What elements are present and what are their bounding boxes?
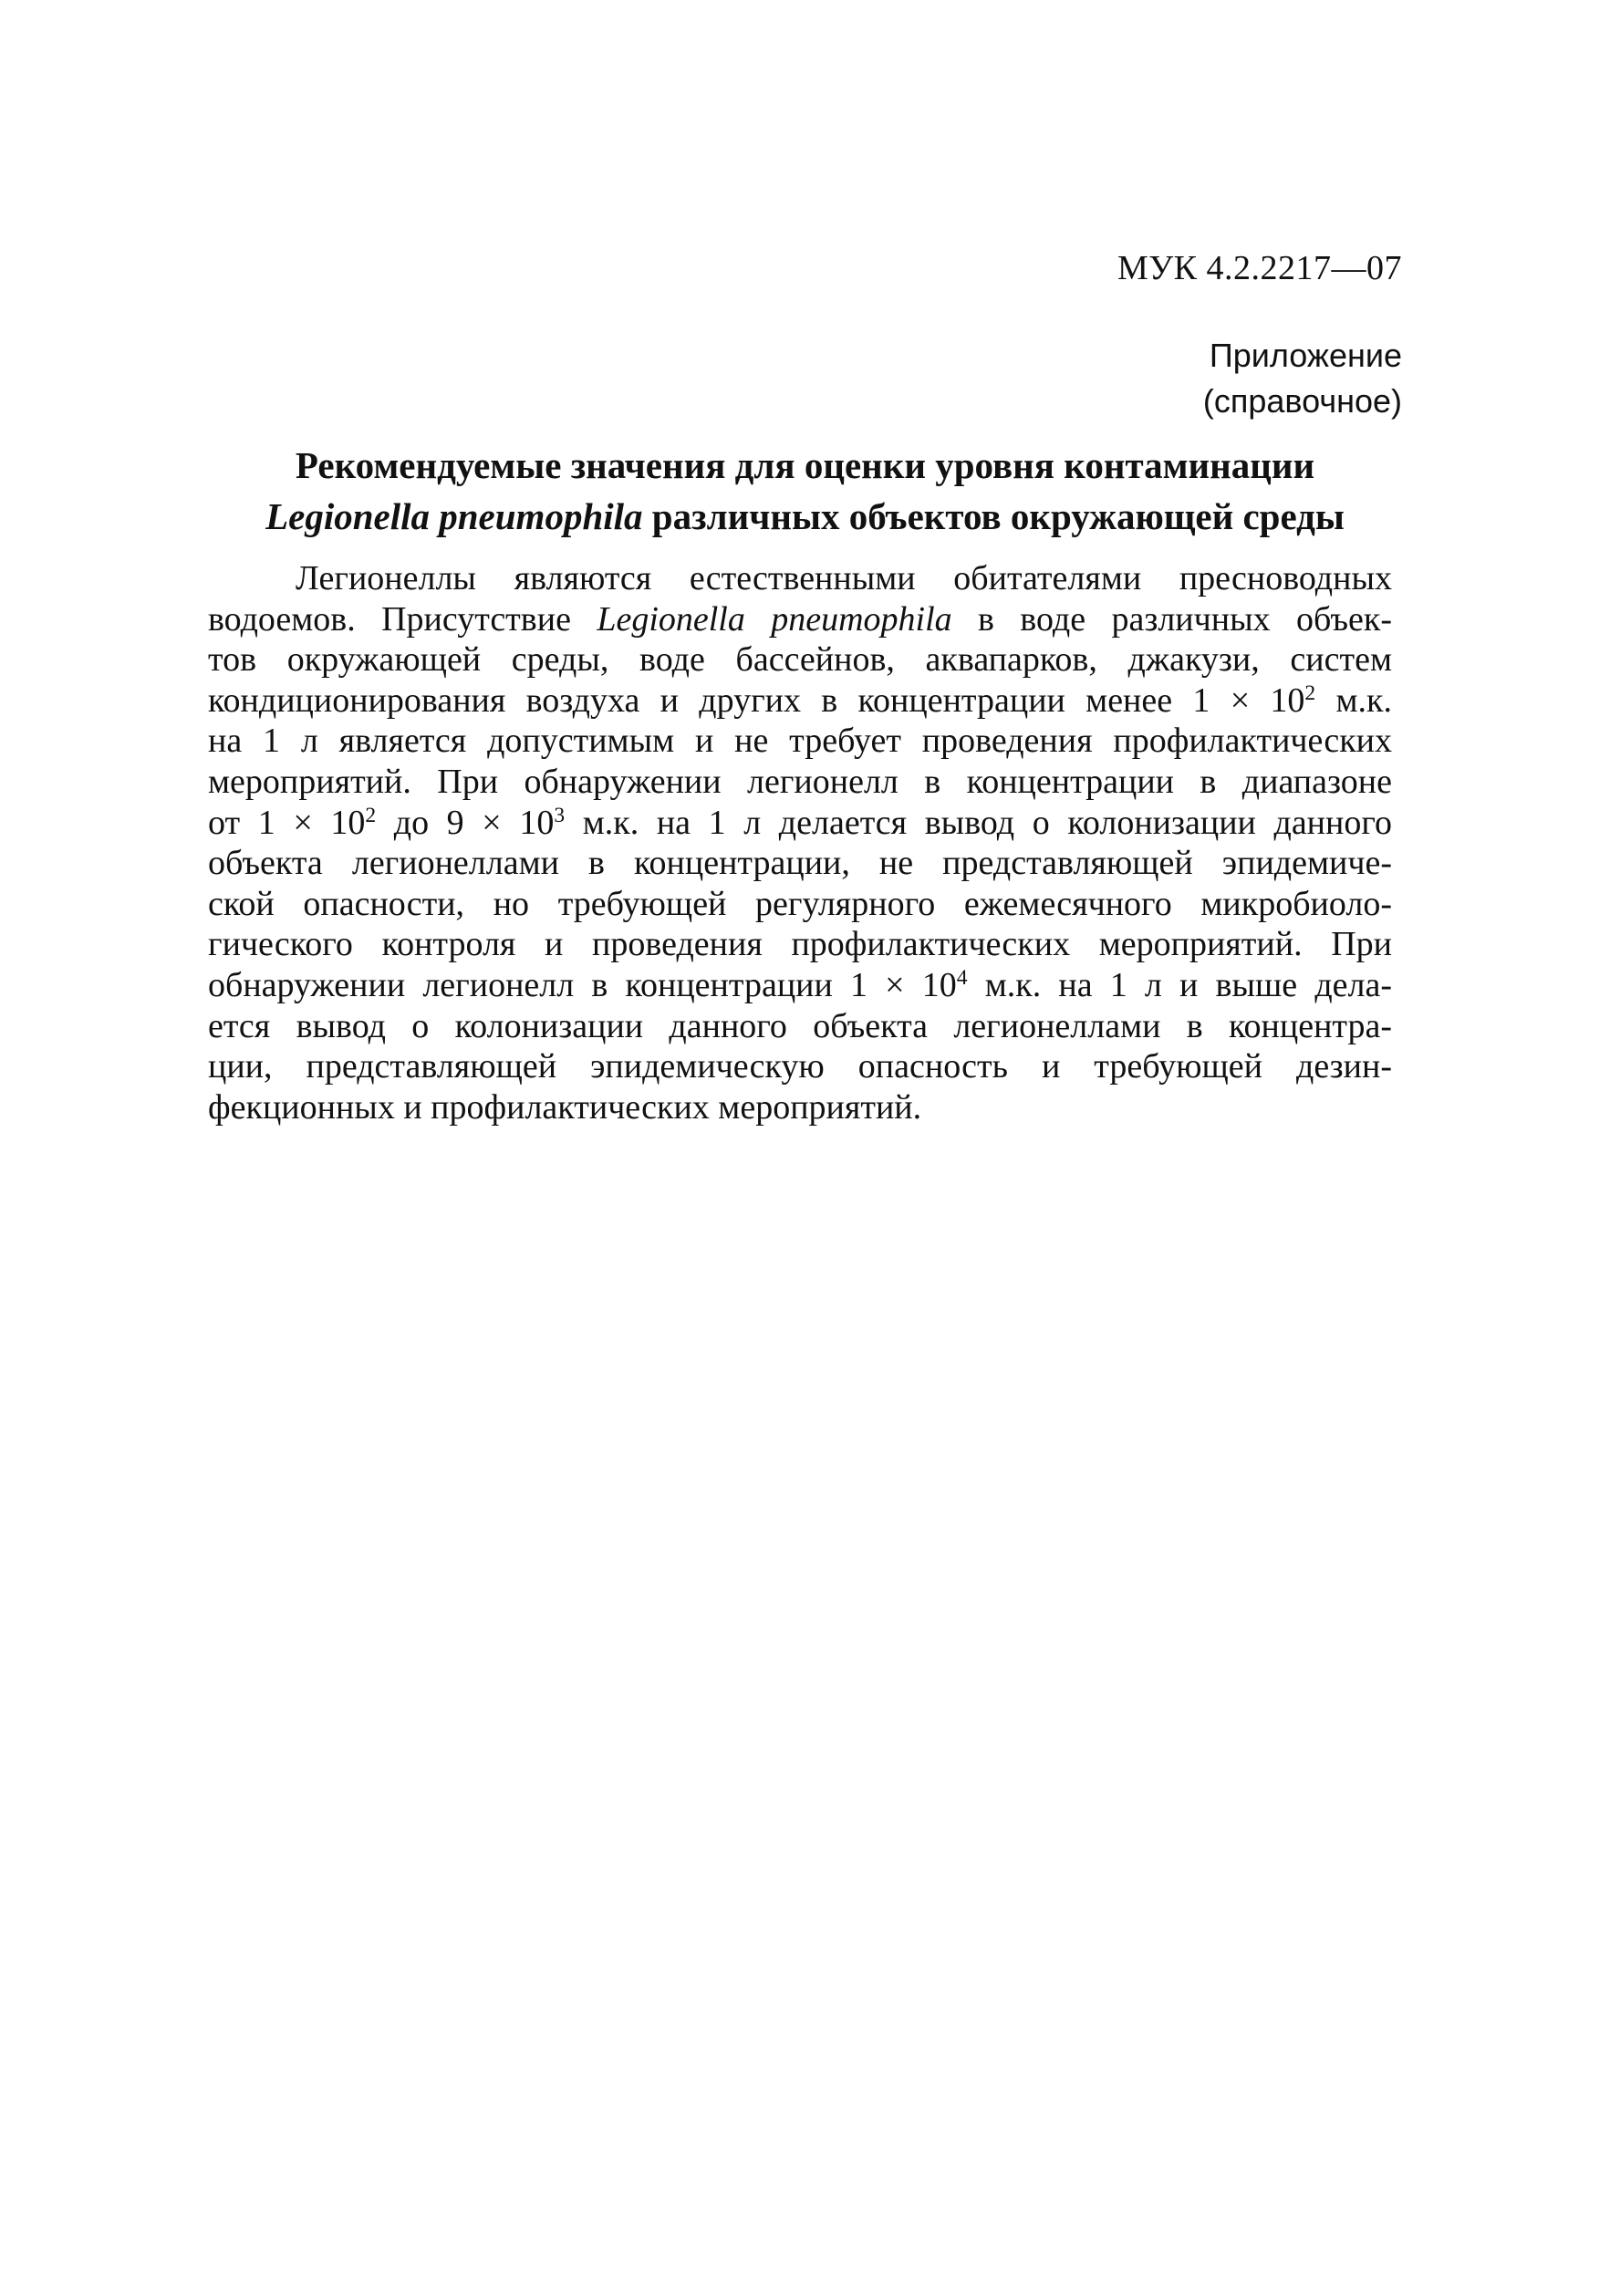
title-species-name: Legionella pneumophila bbox=[265, 495, 643, 537]
paragraph-line: гического контроля и проведения профилактических мероприятий. При bbox=[208, 925, 1392, 964]
exponent: 2 bbox=[365, 803, 377, 827]
text-segment: м.к. bbox=[1315, 680, 1392, 720]
exponent: 4 bbox=[956, 965, 968, 990]
paragraph-line: ции, представляющей эпидемическую опасность и требующей дезин- bbox=[208, 1047, 1392, 1086]
paragraph-line bbox=[208, 680, 1392, 722]
text-segment: до 9 × 10 bbox=[376, 803, 555, 842]
title-line-1: Рекомендуемые значения для оценки уровня контаминации bbox=[295, 444, 1315, 486]
text-segment: в воде различных объек- bbox=[951, 599, 1393, 639]
text-segment: кондиционирования воздуха и других в концентрации менее 1 × 10 bbox=[208, 680, 1305, 720]
paragraph-line: объекта легионеллами в концентрации, не представляющей эпидемиче- bbox=[208, 844, 1392, 883]
paragraph-line: Легионеллы являются естественными обитателями пресноводных bbox=[296, 559, 1392, 597]
exponent: 2 bbox=[1304, 680, 1316, 705]
appendix-label bbox=[1203, 333, 1402, 424]
text-segment: водоемов. Присутствие bbox=[208, 599, 597, 639]
paragraph-line: мероприятий. При обнаружении легионелл в концентрации в диапазоне bbox=[208, 762, 1392, 801]
text-segment: от 1 × 10 bbox=[208, 803, 366, 842]
exponent: 3 bbox=[554, 803, 566, 827]
title-line-2-rest: различных объектов окружающей среды bbox=[642, 495, 1345, 537]
species-name: Legionella pneumophila bbox=[597, 599, 952, 639]
paragraph-line: тов окружающей среды, воде бассейнов, аквапарков, джакузи, систем bbox=[208, 640, 1392, 680]
paragraph-line: ется вывод о колонизации данного объекта легионеллами в концентра- bbox=[208, 1006, 1392, 1045]
paragraph-line: фекционных и профилактических мероприятий. bbox=[208, 1087, 922, 1127]
body-paragraph bbox=[208, 558, 1392, 1127]
appendix-subtitle: (справочное) bbox=[1202, 382, 1402, 420]
title-line-2 bbox=[201, 491, 1409, 542]
text-segment: м.к. на 1 л делается вывод о колонизации данного bbox=[565, 803, 1392, 842]
document-code: МУК 4.2.2217—07 bbox=[1117, 249, 1402, 287]
paragraph-line bbox=[208, 599, 1392, 640]
paragraph-line bbox=[208, 803, 1392, 844]
paragraph-line: ской опасности, но требующей регулярного ежемесячного микробиоло- bbox=[208, 884, 1392, 923]
paragraph-line: на 1 л является допустимым и не требует проведения профилактических bbox=[208, 722, 1392, 761]
paragraph-line bbox=[208, 965, 1392, 1006]
section-title bbox=[201, 440, 1409, 542]
text-segment: обнаружении легионелл в концентрации 1 × 10 bbox=[208, 965, 957, 1004]
appendix-title: Приложение bbox=[1209, 337, 1402, 374]
text-segment: м.к. на 1 л и выше дела- bbox=[967, 965, 1393, 1004]
